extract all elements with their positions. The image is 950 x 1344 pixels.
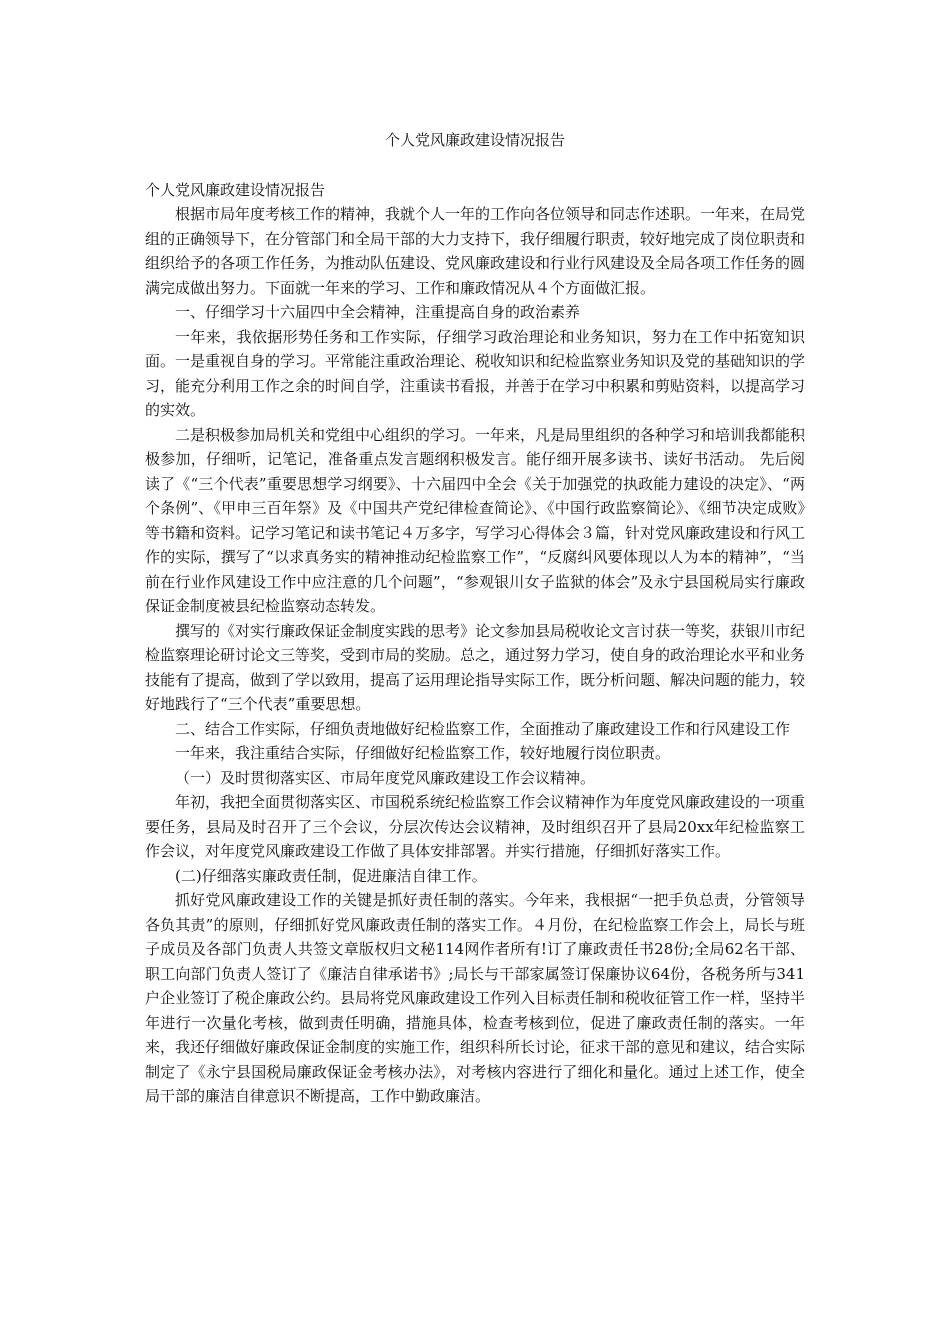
section-heading-1: 一、仔细学习十六届四中全会精神，注重提高自身的政治素养 — [175, 303, 581, 321]
paragraph-intro: 根据市局年度考核工作的精神，我就个人一年的工作向各位领导和同志作述职。一年来，在局党组的正确领导下，在分管部门和全局干部的大力支持下，我仔细履行职责，较好地完成了岗位职责和组织给予的各项工作任务，为推动队伍建设、党风廉政建设和行业行风建设及全局各项工作任务的圆满完成做出努力。下面就一年来的学习、工作和廉政情况从４个方面做汇报。 — [145, 205, 806, 297]
paragraph-work-3: 抓好党风廉政建设工作的关键是抓好责任制的落实。今年来，我根据“一把手负总责，分管领导各负其责”的原则，仔细抓好党风廉政责任制的落实工作。４月份，在纪检监察工作会上，局长与班子成员及各部门负责人共签文章版权归文秘114网作者所有!订了廉政责任书28份;全局62名干部、职工向部门负责人签订了《廉洁自律承诺书》;局长与干部家属签订保廉协议64份，各税务所与341户企业签订了税企廉政公约。县局将党风廉政建设工作列入目标责任制和税收征管工作一样，坚持半年进行一次量化考核，做到责任明确，措施具体，检查考核到位，促进了廉政责任制的落实。一年来，我还仔细做好廉政保证金制度的实施工作，组织科所长讨论，征求干部的意见和建议，结合实际制定了《永宁县国税局廉政保证金考核办法》，对考核内容进行了细化和量化。通过上述工作，使全局干部的廉洁自律意识不断提高，工作中勤政廉洁。 — [145, 891, 806, 1105]
document-subtitle: 个人党风廉政建设情况报告 — [145, 181, 326, 199]
document-title: 个人党风廉政建设情况报告 — [384, 131, 565, 149]
document-page — [145, 128, 805, 1109]
paragraph-study-2: 二是积极参加局机关和党组中心组织的学习。一年来，凡是局里组织的各种学习和培训我都能积极参加，仔细听，记笔记，准备重点发言题纲积极发言。能仔细开展多读书、读好书活动。 先后阅读了《“三个代表”重要思想学习纲要》、十六届四中全会《关于加强党的执政能力建设的决定》、“两个条例”、《甲申三百年祭》及《中国共产党纪律检查简论》、《中国行政监察简论》、《细节决定成败》等书籍和资料。记学习笔记和读书笔记４万多字，写学习心得体会３篇，针对党风廉政建设和行风工作的实际，撰写了“以求真务实的精神推动纪检监察工作”，“反腐纠风要体现以人为本的精神”，“当前在行业作风建设工作中应注意的几个问题”，“参观银川女子监狱的体会”及永宁县国税局实行廉政保证金制度被县纪检监察动态转发。 — [145, 425, 806, 615]
subsection-heading-1: （一）及时贯彻落实区、市局年度党风廉政建设工作会议精神。 — [175, 768, 596, 787]
paragraph-study-1: 一年来，我依据形势任务和工作实际，仔细学习政治理论和业务知识，努力在工作中拓宽知识面。一是重视自身的学习。平常能注重政治理论、税收知识和纪检监察业务知识及党的基础知识的学习，能充分利用工作之余的时间自学，注重读书看报，并善于在学习中积累和剪贴资料，以提高学习的实效。 — [145, 327, 806, 419]
paragraph-work-1: 一年来，我注重结合实际，仔细做好纪检监察工作，较好地履行岗位职责。 — [175, 744, 671, 762]
paragraph-work-2: 年初，我把全面贯彻落实区、市国税系统纪检监察工作会议精神作为年度党风廉政建设的一项重要任务，县局及时召开了三个会议，分层次传达会议精神，及时组织召开了县局20xx年纪检监察工作会议，对年度党风廉政建设工作做了具体安排部署。并实行措施，仔细抓好落实工作。 — [145, 793, 806, 860]
subsection-heading-2: (二)仔细落实廉政责任制，促进廉洁自律工作。 — [175, 866, 487, 885]
paragraph-study-3: 撰写的《对实行廉政保证金制度实践的思考》论文参加县局税收论文言讨获一等奖，获银川市纪检监察理论研讨论文三等奖，受到市局的奖励。总之，通过努力学习，使自身的政治理论水平和业务技能有了提高，做到了学以致用，提高了运用理论指导实际工作，既分析问题、解决问题的能力，较好地践行了“三个代表”重要思想。 — [145, 621, 806, 713]
section-heading-2: 二、结合工作实际，仔细负责地做好纪检监察工作，全面推动了廉政建设工作和行风建设工作 — [175, 719, 791, 738]
